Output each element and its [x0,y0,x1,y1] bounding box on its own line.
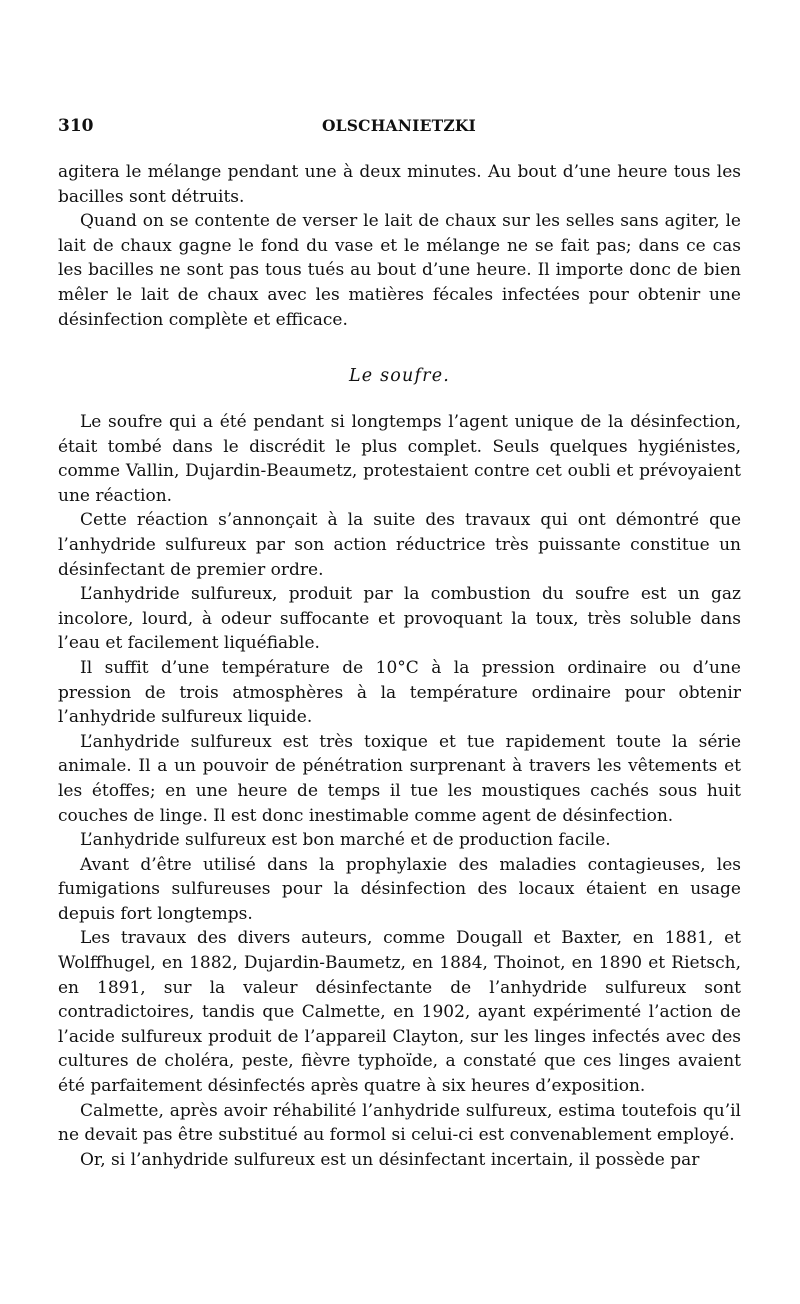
paragraph: Cette réaction s’annonçait à la suite des travaux qui ont démontré que l’anhydride sulfureux par son action réductrice très puissante constitue un désinfectant de premier ordre. [58,510,741,580]
main-text-block [58,410,741,1172]
paragraph: Le soufre qui a été pendant si longtemps l’agent unique de la désinfection, était tombé dans le discrédit le plus complet. Seuls quelques hygiénistes, comme Vallin, Dujardin-Beaumetz, protestaient contre cet oubli et prévoyaient une réaction. [58,412,741,506]
section-title: Le soufre. [348,366,451,386]
paragraph: Les travaux des divers auteurs, comme Dougall et Baxter, en 1881, et Wolffhugel, en 1882, Dujardin-Baumetz, en 1884, Thoinot, en 1890 et Rietsch, en 1891, sur la valeur désinfectante de l’anhydride sulfureux sont contradictoires, tandis que Calmette, en 1902, ayant expérimenté l’action de l’acide sulfureux produit de l’appareil Clayton, sur les linges infectés avec des cultures de choléra, peste, fièvre typhoïde, a constaté que ces linges avaient été parfaitement désinfectés après quatre à six heures d’exposition. [58,928,741,1097]
page-number: 310 [58,116,94,136]
paragraph: Calmette, après avoir réhabilité l’anhydride sulfureux, estima toutefois qu’il ne devait pas être substitué au formol si celui-ci est convenablement employé. [58,1100,741,1146]
paragraph: L’anhydride sulfureux, produit par la combustion du soufre est un gaz incolore, lourd, à odeur suffocante et provoquant la toux, très soluble dans l’eau et facilement liquéfiable. [58,584,741,654]
top-text-block [58,160,741,332]
paragraph: agitera le mélange pendant une à deux minutes. Au bout d’une heure tous les bacilles sont détruits. [58,162,741,207]
paragraph: Or, si l’anhydride sulfureux est un désinfectant incertain, il possède par [80,1149,700,1170]
paragraph: L’anhydride sulfureux est bon marché et de production facile. [80,830,611,851]
running-title: OLSCHANIETZKI [321,116,476,135]
page-header [58,116,740,140]
paragraph: Il suffit d’une température de 10°C à la pression ordinaire ou d’une pression de trois atmosphères à la température ordinaire pour obtenir l’anhydride sulfureux liquide. [58,657,741,728]
paragraph: Avant d’être utilisé dans la prophylaxie des maladies contagieuses, les fumigations sulfureuses pour la désinfection des locaux étaient en usage depuis fort longtemps. [58,854,741,924]
paragraph: Quand on se contente de verser le lait de chaux sur les selles sans agiter, le lait de chaux gagne le fond du vase et le mélange ne se fait pas; dans ce cas les bacilles ne sont pas tous tués au bout d’une heure. Il importe donc de bien mêler le lait de chaux avec les matières fécales infectées pour obtenir une désinfection complète et efficace. [58,211,741,330]
paragraph: L’anhydride sulfureux est très toxique et tue rapidement toute la série animale. Il a un pouvoir de pénétration surprenant à travers les vêtements et les étoffes; en une heure de temps il tue les moustiques cachés sous huit couches de linge. Il est donc inestimable comme agent de désinfection. [58,731,741,826]
